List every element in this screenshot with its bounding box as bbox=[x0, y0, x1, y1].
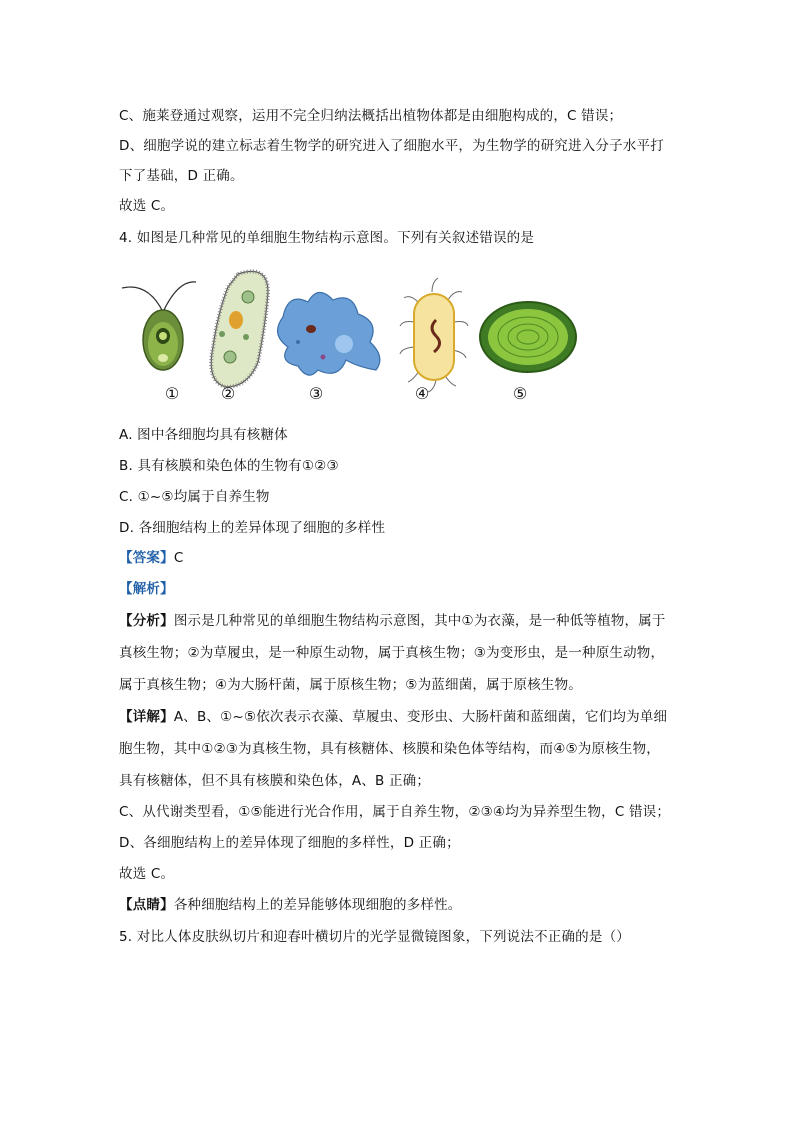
option-d: D. 各细胞结构上的差异体现了细胞的多样性 bbox=[119, 520, 386, 536]
ecoli-illustration bbox=[400, 278, 468, 392]
tip-line bbox=[119, 895, 462, 915]
text-line: 下了基础，D 正确。 bbox=[119, 168, 244, 184]
answer-value: C bbox=[173, 550, 184, 566]
paramecium-illustration bbox=[211, 271, 268, 387]
analysis-line: 真核生物；②为草履虫，是一种原生动物，属于真核生物；③为变形虫，是一种原生动物， bbox=[119, 645, 665, 661]
figure-label-1: ① bbox=[164, 384, 180, 403]
detail-text: A、B、①~⑤依次表示衣藻、草履虫、变形虫、大肠杆菌和蓝细菌，它们均为单细 bbox=[173, 709, 668, 725]
text-line: 故选 C。 bbox=[119, 198, 175, 214]
detail-line: 故选 C。 bbox=[119, 866, 175, 882]
tip-tag: 【点睛】 bbox=[119, 897, 174, 913]
figure-label-5: ⑤ bbox=[512, 384, 528, 403]
detail-line: 胞生物，其中①②③为真核生物，具有核糖体、核膜和染色体等结构，而④⑤为原核生物， bbox=[119, 741, 661, 757]
text-line: D、细胞学说的建立标志着生物学的研究进入了细胞水平，为生物学的研究进入分子水平打 bbox=[119, 138, 664, 154]
detail-line: C、从代谢类型看，①⑤能进行光合作用，属于自养生物，②③④均为异养型生物，C 错误； bbox=[119, 804, 671, 820]
analysis-sub-tag: 【分析】 bbox=[119, 613, 174, 629]
figure-label-3: ③ bbox=[308, 384, 324, 403]
analysis-line: 属于真核生物；④为大肠杆菌，属于原核生物；⑤为蓝细菌，属于原核生物。 bbox=[119, 677, 583, 693]
cyanobacterium-illustration bbox=[480, 302, 576, 372]
text-line: C、施莱登通过观察，运用不完全归纳法概括出植物体都是由细胞构成的，C 错误； bbox=[119, 108, 623, 124]
answer-line bbox=[119, 548, 183, 568]
analysis-text: 图示是几种常见的单细胞生物结构示意图，其中①为衣藻，是一种低等植物，属于 bbox=[173, 613, 666, 629]
detail-line: D、各细胞结构上的差异体现了细胞的多样性，D 正确； bbox=[119, 835, 460, 851]
answer-tag: 【答案】 bbox=[119, 550, 174, 566]
option-a: A. 图中各细胞均具有核糖体 bbox=[119, 427, 288, 443]
question-4-stem: 4. 如图是几种常见的单细胞生物结构示意图。下列有关叙述错误的是 bbox=[119, 230, 535, 246]
figure-label-4: ④ bbox=[414, 384, 430, 403]
amoeba-illustration bbox=[278, 292, 380, 375]
detail-line: 具有核糖体，但不具有核膜和染色体，A、B 正确； bbox=[119, 773, 431, 789]
detail-tag: 【详解】 bbox=[119, 709, 174, 725]
tip-text: 各种细胞结构上的差异能够体现细胞的多样性。 bbox=[173, 897, 462, 913]
option-b: B. 具有核膜和染色体的生物有①②③ bbox=[119, 458, 339, 474]
detail-line bbox=[119, 707, 667, 727]
figure-label-2: ② bbox=[220, 384, 236, 403]
analysis-tag: 【解析】 bbox=[119, 581, 174, 597]
analysis-heading bbox=[119, 579, 174, 599]
chlamydomonas-illustration bbox=[122, 282, 196, 370]
analysis-line bbox=[119, 611, 666, 631]
option-c: C. ①~⑤均属于自养生物 bbox=[119, 489, 270, 505]
question-5-stem: 5. 对比人体皮肤纵切片和迎春叶横切片的光学显微镜图象，下列说法不正确的是（） bbox=[119, 929, 630, 945]
